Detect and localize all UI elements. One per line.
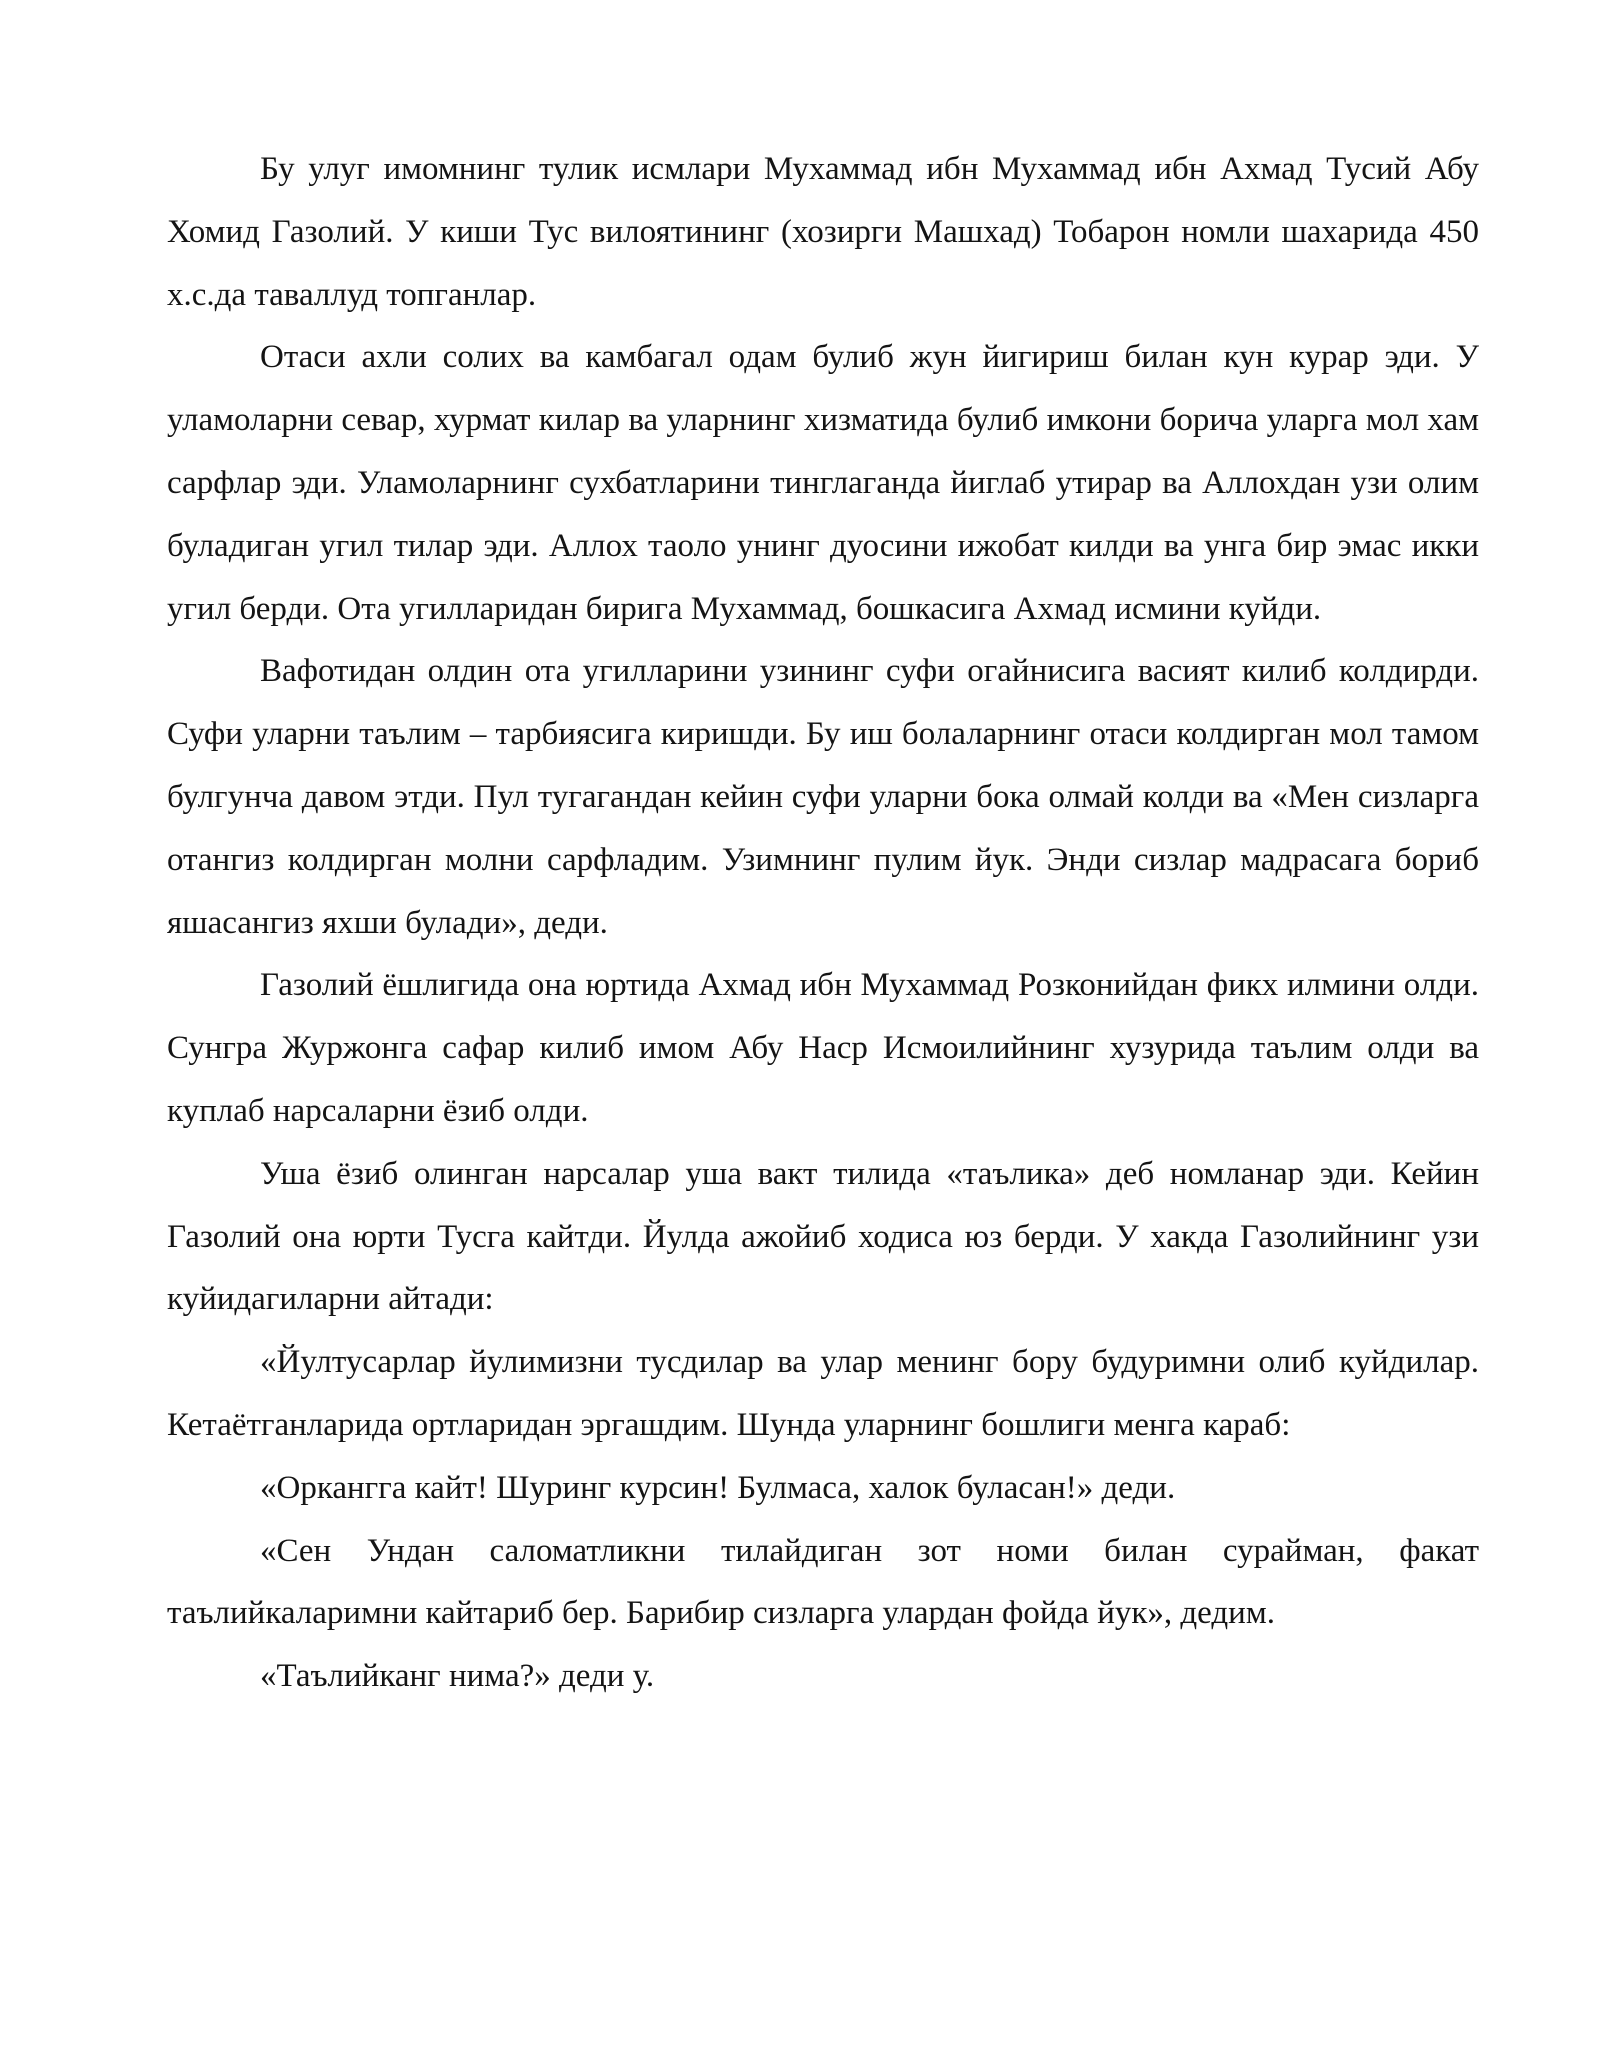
document-body: [167, 138, 1479, 1708]
paragraph-8: «Сен Ундан саломатликни тилайдиган зот номи билан сурайман, факат таълийкаларимни кайтариб бер. Барибир сизларга улардан фойда йук», дедим.: [167, 1532, 1479, 1632]
paragraph-2: Отаси ахли солих ва камбагал одам булиб жун йигириш билан кун курар эди. У уламоларни севар, хурмат килар ва уларнинг хизматида булиб имкони борича уларга мол хам сарфлар эди. Уламоларнинг сухбатларини тинглаганда йиглаб утирар ва Аллохдан узи олим буладиган угил тилар эди. Аллох таоло унинг дуосини ижобат килди ва унга бир эмас икки угил берди. Ота угилларидан бирига Мухаммад, бошкасига Ахмад исмини куйди.: [167, 339, 1479, 627]
paragraph-5: Уша ёзиб олинган нарсалар уша вакт тилида «таълика» деб номланар эди. Кейин Газолий она юрти Тусга кайтди. Йулда ажойиб ходиса юз берди. У хакда Газолийнинг узи куйидагиларни айтади:: [167, 1155, 1479, 1318]
paragraph-1: Бу улуг имомнинг тулик исмлари Мухаммад ибн Мухаммад ибн Ахмад Тусий Абу Хомид Газолий. У киши Тус вилоятининг (хозирги Машхад) Тобарон номли шахарида 450 х.с.да таваллуд топганлар.: [167, 151, 1479, 313]
paragraph-7: «Оркангга кайт! Шуринг курсин! Булмаса, халок буласан!» деди.: [260, 1469, 1176, 1506]
paragraph-3: Вафотидан олдин ота угилларини узининг суфи огайнисига васият килиб колдирди. Суфи уларни таълим – тарбиясига киришди. Бу иш болаларнинг отаси колдирган мол тамом булгунча давом этди. Пул тугагандан кейин суфи уларни бока олмай колди ва «Мен сизларга отангиз колдирган молни сарфладим. Узимнинг пулим йук. Энди сизлар мадрасага бориб яшасангиз яхши булади», деди.: [167, 653, 1479, 941]
paragraph-4: Газолий ёшлигида она юртида Ахмад ибн Мухаммад Розконийдан фикх илмини олди. Сунгра Журжонга сафар килиб имом Абу Наср Исмоилийнинг хузурида таълим олди ва куплаб нарсаларни ёзиб олди.: [167, 967, 1479, 1129]
paragraph-9: «Таълийканг нима?» деди у.: [260, 1658, 655, 1695]
paragraph-6: «Йултусарлар йулимизни тусдилар ва улар менинг бору будуримни олиб куйдилар. Кетаётганларида ортларидан эргашдим. Шунда уларнинг бошлиги менга караб:: [167, 1344, 1479, 1443]
